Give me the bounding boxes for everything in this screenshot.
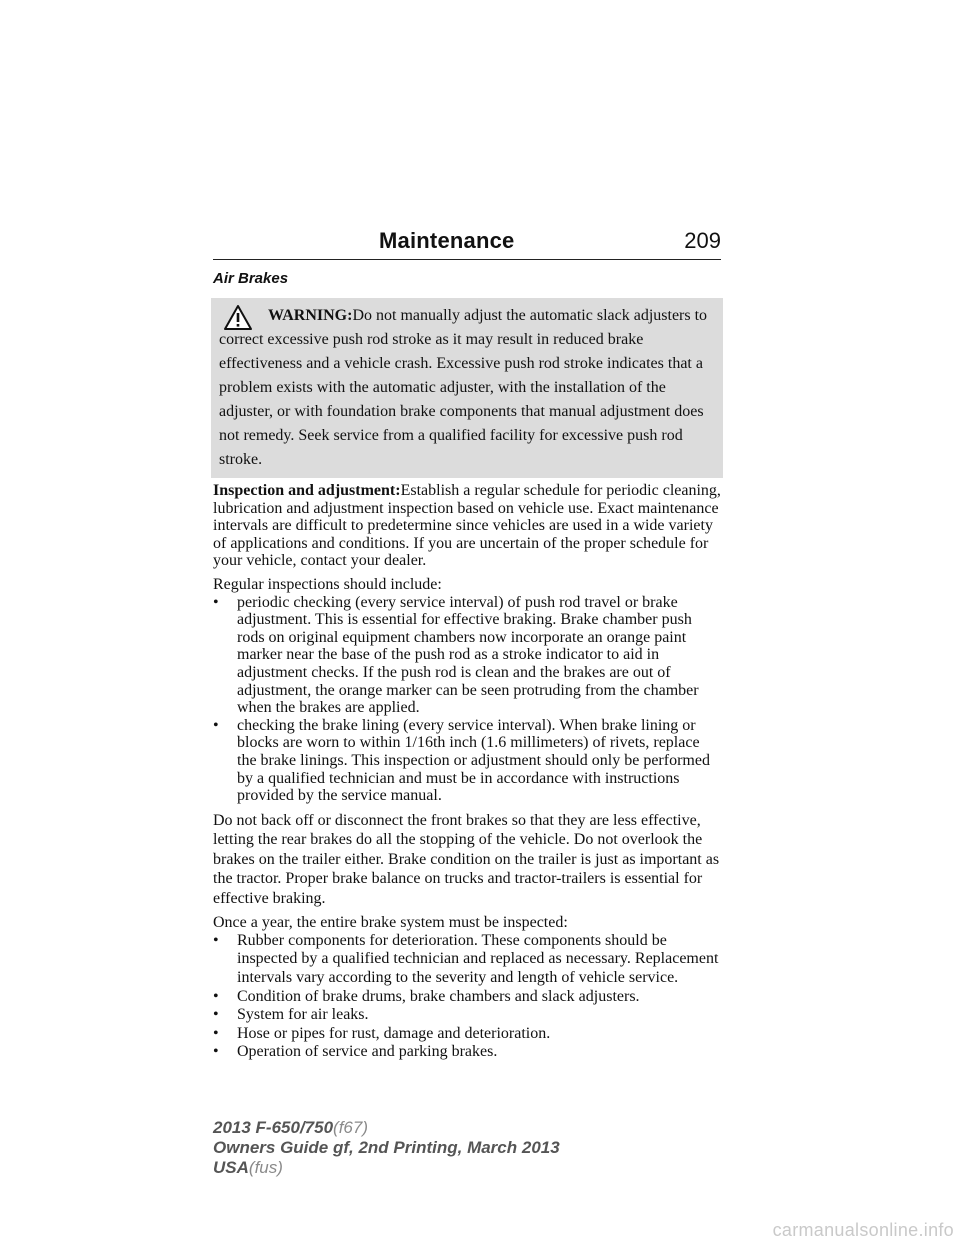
inspection-lead: Inspection and adjustment: bbox=[213, 482, 401, 499]
yearly-inspection-intro: Once a year, the entire brake system must be inspected: bbox=[213, 914, 568, 932]
warning-body: Do not manually adjust the automatic slack adjusters to correct excessive push rod stroke as it may result in reduced brake effectiveness and a vehicle crash. Excessive push rod stroke indicates that a problem exists with the automatic adjuster, with the installation of the adjuster, or with foundation brake components that manual adjustment does not remedy. Seek service from a qualified facility for excessive push rod stroke. bbox=[219, 307, 708, 468]
header-divider bbox=[213, 259, 721, 260]
warning-text bbox=[211, 304, 715, 472]
footer-market-line bbox=[213, 1158, 560, 1178]
header-page-number: 209 bbox=[684, 228, 721, 253]
list-item-text: System for air leaks. bbox=[237, 1006, 369, 1024]
list-item bbox=[213, 1006, 723, 1025]
inspection-body: Establish a regular schedule for periodic cleaning, lubrication and adjustment inspection based on vehicle use. Exact maintenance intervals are difficult to predetermine since vehicles are used in a wide variety of applications and conditions. If you are uncertain of the proper schedule for your vehicle, contact your dealer. bbox=[213, 482, 721, 570]
section-title: Air Brakes bbox=[213, 270, 289, 287]
footer-market-code: (fus) bbox=[248, 1158, 283, 1177]
list-item bbox=[213, 1043, 723, 1062]
page-header bbox=[213, 228, 721, 258]
bullet: • bbox=[213, 931, 219, 949]
list-item bbox=[213, 988, 723, 1007]
footer-model-line bbox=[213, 1118, 560, 1138]
list-item bbox=[213, 932, 723, 988]
list-item-text: checking the brake lining (every service interval). When brake lining or blocks are worn to within 1/16th inch (1.6 millimeters) of rivets, replace the brake linings. This inspection or adjustment should only be performed by a qualified technician and must be in accordance with instructions provided by the service manual. bbox=[237, 716, 710, 805]
footer-model: 2013 F-650/750 bbox=[213, 1118, 334, 1137]
warning-triangle-icon bbox=[223, 304, 253, 331]
list-item-text: Operation of service and parking brakes. bbox=[237, 1043, 498, 1061]
list-item-text: periodic checking (every service interval) of push rod travel or brake adjustment. This is essential for effective braking. Brake chamber push rods on original equipment chambers now incorporate an orange paint marker near the base of the push rod as a stroke indicator to aid in adjustment checks. If the push rod is clean and the brakes are out of adjustment, the orange marker can be seen protruding from the chamber when the brakes are applied. bbox=[237, 593, 699, 717]
bullet: • bbox=[213, 716, 219, 734]
warning-lead: WARNING: bbox=[268, 307, 353, 324]
list-item-text: Hose or pipes for rust, damage and deterioration. bbox=[237, 1024, 551, 1042]
list-item-text: Condition of brake drums, brake chambers and slack adjusters. bbox=[237, 987, 640, 1005]
bullet: • bbox=[213, 593, 219, 611]
regular-inspections-list bbox=[213, 594, 723, 805]
bullet: • bbox=[213, 1043, 219, 1061]
list-item bbox=[213, 717, 723, 805]
footer-market: USA bbox=[213, 1158, 249, 1177]
list-item bbox=[213, 1025, 723, 1044]
page-footer bbox=[213, 1118, 560, 1178]
regular-inspections-intro: Regular inspections should include: bbox=[213, 575, 442, 593]
list-item-text: Rubber components for deterioration. These components should be inspected by a qualified technician and replaced as necessary. Replacement intervals vary according to the severity and length of vehicle service. bbox=[237, 931, 719, 986]
footer-guide-line: Owners Guide gf, 2nd Printing, March 2013 bbox=[213, 1138, 560, 1157]
header-section-title: Maintenance bbox=[379, 228, 515, 253]
page-content bbox=[213, 270, 723, 1068]
inspection-paragraph bbox=[213, 482, 723, 570]
front-brakes-paragraph: Do not back off or disconnect the front brakes so that they are less effective, letting the rear brakes do all the stopping of the vehicle. Do not overlook the brakes on the trailer either. Brake condition on the trailer is just as important as the tractor. Proper brake balance on trucks and tractor-trailers is essential for effective braking. bbox=[213, 811, 720, 907]
bullet: • bbox=[213, 987, 219, 1005]
list-item bbox=[213, 594, 723, 717]
watermark-text: carmanualsonline.info bbox=[772, 1220, 954, 1240]
bullet: • bbox=[213, 1006, 219, 1024]
bullet: • bbox=[213, 1024, 219, 1042]
warning-box bbox=[211, 298, 723, 478]
yearly-inspection-list bbox=[213, 932, 723, 1062]
footer-model-code: (f67) bbox=[333, 1118, 369, 1137]
